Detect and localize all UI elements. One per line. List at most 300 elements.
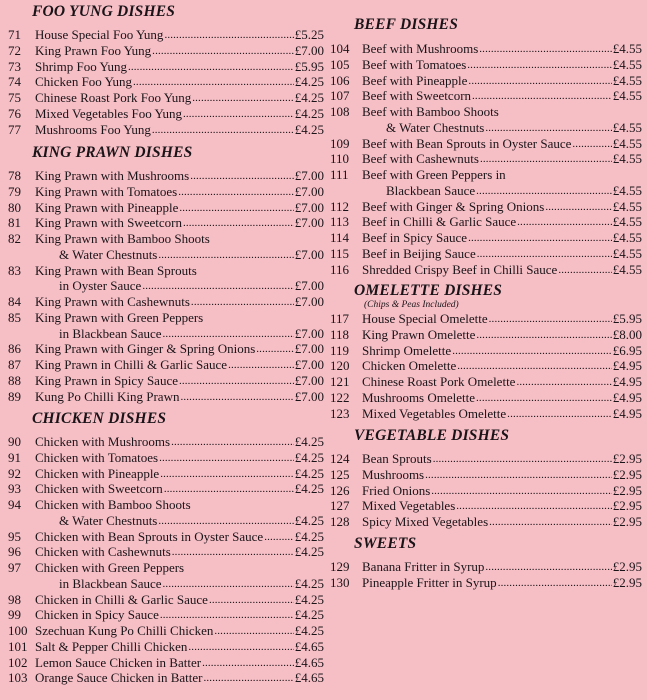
item-number: 81 [8,215,21,230]
section-heading: KING PRAWN DISHES [32,144,193,161]
item-price: £4.25 [294,466,324,481]
menu-item-row [330,214,642,230]
item-price: £4.25 [294,434,324,449]
item-price: £4.55 [612,151,642,166]
item-number: 91 [8,450,21,465]
item-number: 130 [330,575,350,590]
item-price: £4.65 [294,655,324,670]
item-number: 116 [330,262,350,277]
item-price: £6.95 [612,343,642,358]
dot-leader [128,59,294,75]
dot-leader [489,514,612,530]
item-price: £2.95 [612,559,642,574]
item-name: in Oyster Sauce [59,278,142,293]
item-price: £4.55 [612,262,642,277]
menu-item-row [330,498,642,514]
item-name: Spicy Mixed Vegetables [362,514,489,529]
menu-item-row [8,59,324,75]
item-name: Beef with Ginger & Spring Onions [362,199,545,214]
item-number: 82 [8,231,21,246]
item-name: Chicken with Cashewnuts [35,544,171,559]
item-name: King Prawn with Green Peppers [35,310,204,325]
item-name: King Prawn with Bamboo Shoots [35,231,210,246]
item-number: 94 [8,497,21,512]
item-name: Szechuan Kung Po Chilli Chicken [35,623,214,638]
dot-leader [178,184,294,200]
dot-leader [477,246,612,262]
section-heading: BEEF DISHES [354,16,459,33]
menu-item-row [8,263,324,279]
dot-leader [142,278,293,294]
item-number: 119 [330,343,350,358]
dot-leader [202,655,294,671]
item-price: £4.25 [294,513,324,528]
section-heading: OMELETTE DISHES [354,282,503,299]
item-number: 101 [8,639,28,654]
menu-item-row [8,43,324,59]
item-name: Chicken with Green Peppers [35,560,185,575]
item-price: £4.25 [294,122,324,137]
item-number [8,278,35,294]
dot-leader [164,481,294,497]
item-name: Chicken in Spicy Sauce [35,607,159,622]
item-price: £4.25 [294,623,324,638]
dot-leader [468,230,612,246]
dot-leader [431,483,612,499]
dot-leader [489,311,612,327]
item-name: Chicken with Bamboo Shoots [35,497,191,512]
item-price: £4.25 [294,529,324,544]
menu-item-row [330,406,642,422]
dot-leader [485,120,611,136]
dot-leader [190,168,294,184]
dot-leader [163,576,294,592]
item-name: Shrimp Foo Yung [35,59,127,74]
dot-leader [191,294,294,310]
menu-item-row [330,374,642,390]
item-price: £4.55 [612,230,642,245]
dot-leader [160,466,294,482]
item-number: 105 [330,57,350,72]
menu-item-row [8,294,324,310]
dot-leader [517,214,612,230]
item-number: 120 [330,358,350,373]
menu-item-row [8,122,324,138]
item-price: £4.55 [612,41,642,56]
item-name: Beef with Pineapple [362,73,468,88]
item-name: & Water Chestnuts [59,513,158,528]
item-number: 112 [330,199,350,214]
item-number: 128 [330,514,350,529]
item-number: 111 [330,167,349,182]
menu-item-row [8,466,324,482]
menu-item-row [330,199,642,215]
menu-item-row [8,497,324,513]
menu-item-row [8,90,324,106]
item-price: £4.55 [612,120,642,135]
menu-item-row [8,106,324,122]
dot-leader [179,200,293,216]
item-number: 90 [8,434,21,449]
item-number: 125 [330,467,350,482]
item-number: 72 [8,43,21,58]
menu-item-row [330,183,642,199]
menu-item-row [8,544,324,560]
dot-leader [183,106,294,122]
dot-leader [171,434,294,450]
item-number [8,576,35,592]
dot-leader [228,357,294,373]
dot-leader [192,90,294,106]
menu-item-row [8,481,324,497]
item-name: Chicken with Pineapple [35,466,160,481]
item-name: House Special Omelette [362,311,488,326]
item-name: King Prawn with Mushrooms [35,168,190,183]
menu-item-row [8,326,324,342]
dot-leader [179,373,294,389]
item-name: Beef with Cashewnuts [362,151,479,166]
dot-leader [476,183,612,199]
dot-leader [183,215,294,231]
item-number: 93 [8,481,21,496]
item-number: 121 [330,374,350,389]
item-price: £2.95 [612,483,642,498]
item-name: Beef with Mushrooms [362,41,479,56]
item-number [8,513,35,529]
item-name: King Prawn with Tomatoes [35,184,178,199]
section-heading: SWEETS [354,535,417,552]
dot-leader [479,41,611,57]
item-number: 97 [8,560,21,575]
dot-leader [507,406,612,422]
menu-item-row [8,357,324,373]
item-name: Banana Fritter in Syrup [362,559,485,574]
item-name: Mixed Vegetables [362,498,456,513]
item-number: 110 [330,151,350,166]
item-name: Blackbean Sauce [386,183,476,198]
menu-item-row [330,559,642,575]
item-number: 89 [8,389,21,404]
item-price: £4.55 [612,73,642,88]
menu-item-row [330,120,642,136]
item-name: King Prawn in Spicy Sauce [35,373,178,388]
item-price: £7.00 [294,278,324,293]
item-name: Salt & Pepper Chilli Chicken [35,639,188,654]
item-price: £4.25 [294,481,324,496]
dot-leader [160,607,294,623]
menu-item-row [330,73,642,89]
menu-item-row [330,151,642,167]
item-name: Mixed Vegetables Omelette [362,406,507,421]
item-number: 86 [8,341,21,356]
menu-item-row [8,450,324,466]
item-number: 77 [8,122,21,137]
item-price: £4.25 [294,592,324,607]
menu-item-row [330,483,642,499]
item-name: Beef with Tomatoes [362,57,467,72]
item-price: £7.00 [294,294,324,309]
dot-leader [425,467,612,483]
item-price: £4.95 [612,406,642,421]
item-price: £7.00 [294,373,324,388]
menu-item-row [8,247,324,263]
dot-leader [180,389,293,405]
dot-leader [433,451,612,467]
item-name: Shrimp Omelette [362,343,452,358]
item-number: 108 [330,104,350,119]
menu-item-row [330,358,642,374]
item-price: £4.55 [612,214,642,229]
item-number: 98 [8,592,21,607]
item-number: 114 [330,230,350,245]
item-name: & Water Chestnuts [386,120,485,135]
dot-leader [476,390,612,406]
item-price: £4.55 [612,246,642,261]
menu-item-row [8,513,324,529]
item-number: 109 [330,136,350,151]
dot-leader [152,122,294,138]
item-name: Beef with Bean Sprouts in Oyster Sauce [362,136,572,151]
item-name: Chinese Roast Pork Omelette [362,374,516,389]
menu-item-row [8,231,324,247]
item-number: 103 [8,670,28,685]
menu-item-row [330,343,642,359]
menu-item-row [8,74,324,90]
dot-leader [158,513,293,529]
item-name: King Prawn Foo Yung [35,43,152,58]
item-name: Beef in Beijing Sauce [362,246,476,261]
item-name: Beef in Chilli & Garlic Sauce [362,214,517,229]
section-heading: FOO YUNG DISHES [32,3,176,20]
item-name: King Prawn in Chilli & Garlic Sauce [35,357,228,372]
item-number: 127 [330,498,350,513]
item-name: King Prawn with Bean Sprouts [35,263,197,278]
menu-item-row [330,262,642,278]
section-note: (Chips & Peas Included) [364,300,459,310]
item-name: Lemon Sauce Chicken in Batter [35,655,202,670]
item-price: £4.55 [612,136,642,151]
item-price: £5.95 [612,311,642,326]
item-price: £4.55 [612,57,642,72]
menu-item-row [330,88,642,104]
dot-leader [256,341,293,357]
item-number [8,326,35,342]
menu-item-row [8,389,324,405]
item-number: 96 [8,544,21,559]
item-price: £4.25 [294,90,324,105]
item-price: £7.00 [294,341,324,356]
menu-item-row [8,623,324,639]
item-price: £2.95 [612,514,642,529]
dot-leader [452,343,612,359]
menu-item-row [8,341,324,357]
item-number: 95 [8,529,21,544]
dot-leader [457,358,612,374]
item-name: Chicken with Tomatoes [35,450,159,465]
item-number: 92 [8,466,21,481]
menu-item-row [330,467,642,483]
item-name: House Special Foo Yung [35,27,164,42]
item-number: 73 [8,59,21,74]
item-price: £4.25 [294,607,324,622]
item-number: 71 [8,27,21,42]
menu-item-row [8,592,324,608]
item-name: King Prawn with Ginger & Spring Onions [35,341,256,356]
item-name: Chicken Foo Yung [35,74,133,89]
menu-item-row [330,104,642,120]
menu-item-row [8,310,324,326]
item-price: £4.25 [294,106,324,121]
item-name: Chicken in Chilli & Garlic Sauce [35,592,208,607]
menu-item-row [8,655,324,671]
dot-leader [204,670,294,686]
item-number: 88 [8,373,21,388]
item-price: £5.25 [294,27,324,42]
dot-leader [467,57,611,73]
dot-leader [485,559,611,575]
item-name: Kung Po Chilli King Prawn [35,389,180,404]
item-name: King Prawn with Sweetcorn [35,215,182,230]
item-price: £2.95 [612,498,642,513]
menu-item-row [330,311,642,327]
item-price: £2.95 [612,467,642,482]
item-number: 126 [330,483,350,498]
menu-item-row [330,230,642,246]
dot-leader [133,74,294,90]
item-name: Beef with Bamboo Shoots [362,104,499,119]
item-price: £8.00 [612,327,642,342]
item-price: £5.95 [294,59,324,74]
item-price: £4.55 [612,183,642,198]
item-name: Chicken with Mushrooms [35,434,171,449]
item-number [330,183,362,199]
item-name: Chinese Roast Pork Foo Yung [35,90,192,105]
item-name: Mushrooms Foo Yung [35,122,151,137]
item-price: £7.00 [294,357,324,372]
menu-item-row [8,639,324,655]
item-price: £4.25 [294,576,324,591]
item-number: 117 [330,311,350,326]
item-name: Shredded Crispy Beef in Chilli Sauce [362,262,558,277]
dot-leader [164,27,293,43]
item-price: £4.55 [612,199,642,214]
item-price: £7.00 [294,389,324,404]
menu-item-row [330,390,642,406]
item-price: £4.25 [294,450,324,465]
item-number: 118 [330,327,350,342]
item-number: 102 [8,655,28,670]
item-number: 85 [8,310,21,325]
item-name: Beef with Sweetcorn [362,88,472,103]
dot-leader [159,450,294,466]
menu-item-row [8,607,324,623]
dot-leader [558,262,611,278]
item-number: 76 [8,106,21,121]
item-number: 123 [330,406,350,421]
item-number: 75 [8,90,21,105]
menu-item-row [8,27,324,43]
item-name: Orange Sauce Chicken in Batter [35,670,203,685]
item-price: £4.55 [612,88,642,103]
item-number: 106 [330,73,350,88]
item-number: 74 [8,74,21,89]
item-name: Mushrooms Omelette [362,390,476,405]
item-number: 84 [8,294,21,309]
menu-item-row [8,670,324,686]
item-price: £7.00 [294,326,324,341]
menu-item-row [8,576,324,592]
dot-leader [158,247,293,263]
menu-item-row [8,529,324,545]
item-number: 129 [330,559,350,574]
item-price: £4.95 [612,390,642,405]
item-price: £7.00 [294,168,324,183]
dot-leader [476,327,611,343]
menu-item-row [8,215,324,231]
item-number [330,120,362,136]
item-name: Fried Onions [362,483,431,498]
menu-item-row [330,575,642,591]
item-name: King Prawn Omelette [362,327,476,342]
item-name: Bean Sprouts [362,451,432,466]
dot-leader [188,639,293,655]
dot-leader [163,326,294,342]
item-number: 104 [330,41,350,56]
menu-item-row [8,278,324,294]
menu-item-row [8,434,324,450]
item-name: King Prawn with Cashewnuts [35,294,190,309]
item-number: 124 [330,451,350,466]
dot-leader [498,575,612,591]
item-name: Pineapple Fritter in Syrup [362,575,497,590]
item-price: £7.00 [294,43,324,58]
item-number: 99 [8,607,21,622]
item-price: £4.65 [294,670,324,685]
menu-item-row [330,451,642,467]
item-number: 107 [330,88,350,103]
item-name: Beef in Spicy Sauce [362,230,468,245]
menu-item-row [330,327,642,343]
item-number: 113 [330,214,350,229]
menu-item-row [330,136,642,152]
menu-item-row [330,246,642,262]
item-price: £2.95 [612,575,642,590]
item-price: £7.00 [294,200,324,215]
item-name: in Blackbean Sauce [59,326,162,341]
item-number [8,247,35,263]
item-number: 80 [8,200,21,215]
item-price: £2.95 [612,451,642,466]
item-price: £4.25 [294,74,324,89]
dot-leader [172,544,294,560]
item-price: £7.00 [294,247,324,262]
item-name: Beef with Green Peppers in [362,167,506,182]
menu-item-row [330,167,642,183]
item-name: King Prawn with Pineapple [35,200,179,215]
dot-leader [516,374,611,390]
menu-item-row [330,514,642,530]
dot-leader [468,73,611,89]
section-heading: CHICKEN DISHES [32,410,167,427]
item-price: £4.95 [612,374,642,389]
item-price: £7.00 [294,215,324,230]
item-name: Mushrooms [362,467,425,482]
menu-item-row [8,200,324,216]
item-number: 100 [8,623,28,638]
menu-item-row [8,184,324,200]
menu-item-row [8,373,324,389]
item-number: 78 [8,168,21,183]
